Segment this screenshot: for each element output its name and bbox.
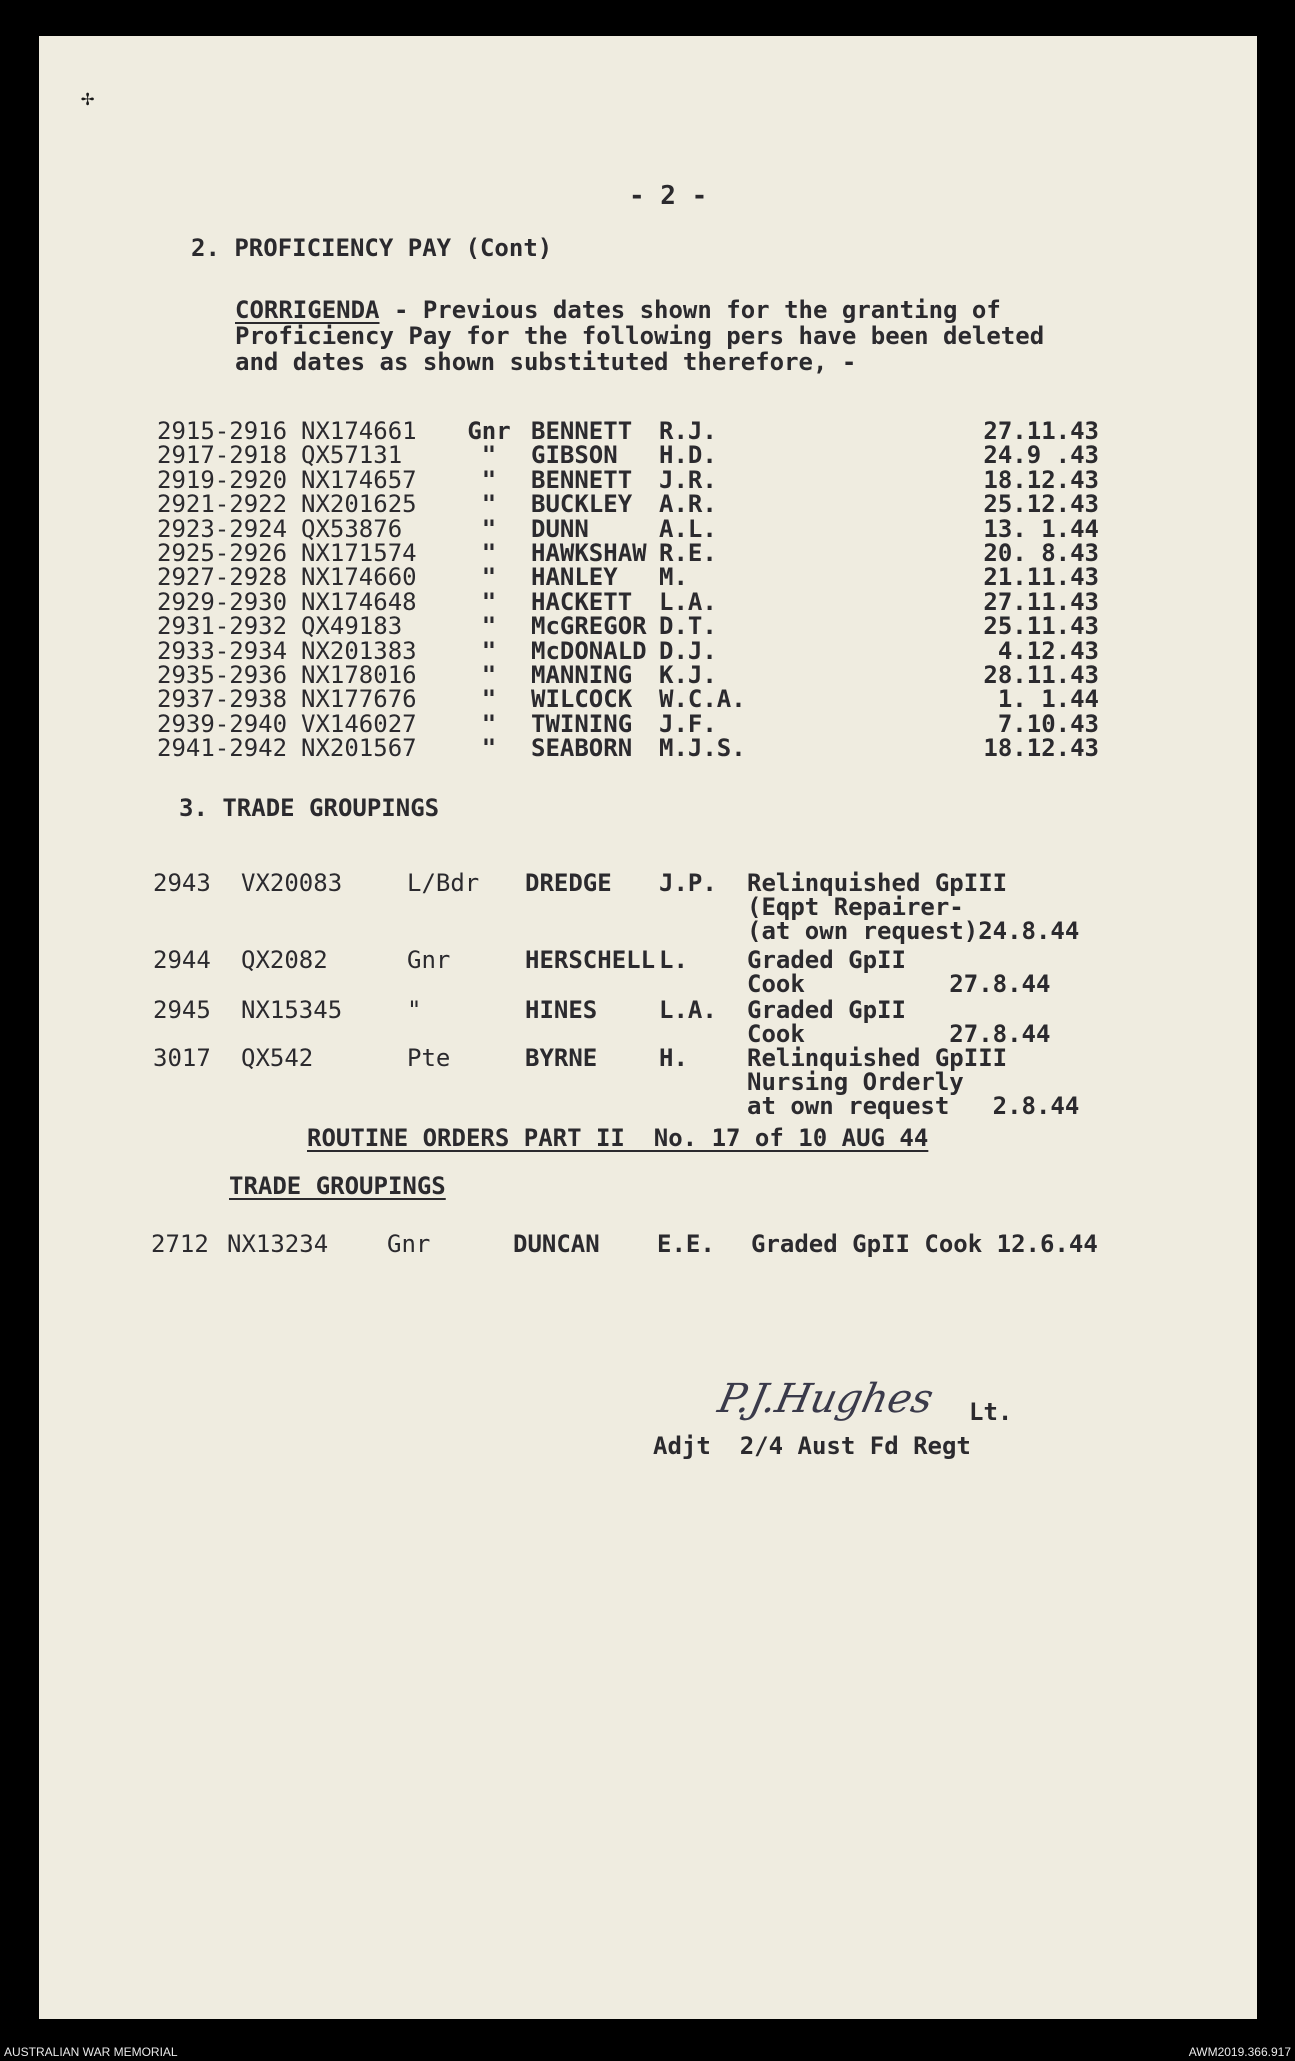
row-surname: HACKETT <box>531 587 633 616</box>
entry-serial-number: 3017 <box>153 1044 211 1072</box>
row-rank: " <box>481 587 497 616</box>
corrigenda-line-1: - Previous dates shown for the granting of <box>379 296 1001 324</box>
row-date: 18.12.43 <box>983 734 1099 763</box>
footer-right: AWM2019.366.917 <box>1188 2045 1291 2059</box>
row-serial-numbers: 2927-2928 <box>157 563 288 592</box>
entry-remark-line: Graded GpII <box>747 946 906 974</box>
entry-serial-number: 2944 <box>153 946 211 974</box>
row-surname: HANLEY <box>531 563 618 592</box>
section3-heading: 3. TRADE GROUPINGS <box>179 794 440 822</box>
row-serial-numbers: 2917-2918 <box>157 441 288 470</box>
row-date: 24.9 .43 <box>983 441 1099 470</box>
row-serial-numbers: 2933-2934 <box>157 636 288 665</box>
row-rank: " <box>481 490 497 519</box>
row-surname: McGREGOR <box>531 612 647 641</box>
signature-image: P.J.Hughes <box>714 1376 938 1422</box>
row-service-number: NX174660 <box>301 563 417 592</box>
row-rank: " <box>481 539 497 567</box>
row-initials: L.A. <box>659 587 717 616</box>
row-surname: BENNETT <box>531 465 633 494</box>
row-rank: " <box>481 465 497 494</box>
row-initials: J.F. <box>659 709 717 738</box>
row-serial-numbers: 2921-2922 <box>157 490 288 519</box>
row-surname: TWINING <box>531 709 633 738</box>
row-date: 27.11.43 <box>983 417 1099 445</box>
row-serial-numbers: 2929-2930 <box>157 587 288 616</box>
row-rank: " <box>481 709 497 738</box>
row-date: 21.11.43 <box>983 563 1099 592</box>
entry-rank: " <box>407 996 422 1024</box>
entry-surname: HERSCHELL <box>525 946 656 974</box>
row-rank: " <box>481 612 497 641</box>
row-surname: SEABORN <box>531 734 633 763</box>
row-date: 25.12.43 <box>983 490 1099 519</box>
entry-initials: J.P. <box>659 869 717 897</box>
row-initials: J.R. <box>659 465 717 494</box>
routine-entry-initials: E.E. <box>657 1230 715 1258</box>
row-initials: R.E. <box>659 539 717 567</box>
page-number: - 2 - <box>629 181 708 211</box>
row-serial-numbers: 2925-2926 <box>157 539 288 567</box>
routine-orders-heading: ROUTINE ORDERS PART II No. 17 of 10 AUG 44 <box>307 1124 929 1152</box>
row-surname: GIBSON <box>531 441 618 470</box>
entry-rank: L/Bdr <box>407 869 480 897</box>
row-service-number: VX146027 <box>301 709 417 738</box>
routine-entry-text: Graded GpII Cook 12.6.44 <box>751 1230 1098 1258</box>
entry-remark-line: (Eqpt Repairer- <box>747 893 964 921</box>
row-rank: " <box>481 563 497 592</box>
row-serial-numbers: 2935-2936 <box>157 661 288 689</box>
row-serial-numbers: 2919-2920 <box>157 465 288 494</box>
entry-initials: L. <box>659 946 688 974</box>
row-rank: " <box>481 734 497 763</box>
row-date: 18.12.43 <box>983 465 1099 494</box>
row-initials: D.J. <box>659 636 717 665</box>
entry-remark-line: Nursing Orderly <box>747 1068 964 1096</box>
routine-entry-rank: Gnr <box>387 1230 431 1258</box>
entry-remark-line: (at own request)24.8.44 <box>747 917 1080 945</box>
row-date: 1. 1.44 <box>997 685 1099 714</box>
row-date: 4.12.43 <box>997 636 1099 665</box>
routine-entry-number: NX13234 <box>227 1230 329 1258</box>
entry-serial-number: 2945 <box>153 996 211 1024</box>
entry-rank: Gnr <box>407 946 451 974</box>
row-initials: R.J. <box>659 417 717 445</box>
row-initials: M. <box>659 563 688 592</box>
row-date: 20. 8.43 <box>983 539 1099 567</box>
entry-surname: BYRNE <box>525 1044 598 1072</box>
corrigenda-line-2: Proficiency Pay for the following pers have been deleted <box>235 322 1045 350</box>
row-initials: K.J. <box>659 661 717 689</box>
entry-service-number: VX20083 <box>241 869 343 897</box>
entry-surname: HINES <box>525 996 598 1024</box>
footer-left: AUSTRALIAN WAR MEMORIAL <box>4 2045 178 2059</box>
row-service-number: NX201567 <box>301 734 417 763</box>
entry-remark-line: Graded GpII <box>747 996 906 1024</box>
row-serial-numbers: 2939-2940 <box>157 709 288 738</box>
row-date: 27.11.43 <box>983 587 1099 616</box>
entry-initials: L.A. <box>659 996 717 1024</box>
row-service-number: QX57131 <box>301 441 403 470</box>
row-service-number: NX177676 <box>301 685 417 714</box>
row-surname: BUCKLEY <box>531 490 633 519</box>
entry-initials: H. <box>659 1044 688 1072</box>
row-initials: H.D. <box>659 441 717 470</box>
entry-rank: Pte <box>407 1044 451 1072</box>
row-rank: " <box>481 685 497 714</box>
entry-serial-number: 2943 <box>153 869 211 897</box>
row-initials: D.T. <box>659 612 717 641</box>
row-service-number: NX178016 <box>301 661 417 689</box>
row-service-number: NX174657 <box>301 465 417 494</box>
signature-rank: Lt. <box>969 1398 1013 1426</box>
row-rank: " <box>481 636 497 665</box>
row-serial-numbers: 2931-2932 <box>157 612 288 641</box>
ink-mark-icon: ✢ <box>81 86 95 111</box>
row-serial-numbers: 2915-2916 <box>157 417 288 445</box>
entry-remark-line: Cook 27.8.44 <box>747 970 1051 998</box>
row-date: 25.11.43 <box>983 612 1099 641</box>
entry-service-number: NX15345 <box>241 996 343 1024</box>
row-date: 28.11.43 <box>983 661 1099 689</box>
entry-service-number: QX542 <box>241 1044 314 1072</box>
row-service-number: NX171574 <box>301 539 417 567</box>
entry-remark-line: Relinquished GpIII <box>747 869 1008 897</box>
document-page <box>39 36 1257 2019</box>
row-surname: MANNING <box>531 661 633 689</box>
row-service-number: NX201383 <box>301 636 417 665</box>
row-service-number: NX174661 <box>301 417 417 445</box>
row-serial-numbers: 2923-2924 <box>157 514 288 543</box>
row-initials: M.J.S. <box>659 734 746 763</box>
row-service-number: NX174648 <box>301 587 417 616</box>
routine-entry-name: DUNCAN <box>513 1230 600 1258</box>
entry-remark-line: Cook 27.8.44 <box>747 1020 1051 1048</box>
corrigenda-line-3: and dates as shown substituted therefore, - <box>235 348 857 376</box>
row-date: 13. 1.44 <box>983 514 1099 543</box>
row-service-number: QX49183 <box>301 612 403 641</box>
row-service-number: QX53876 <box>301 514 403 543</box>
row-initials: A.R. <box>659 490 717 519</box>
row-surname: DUNN <box>531 514 589 543</box>
corrigenda-label: CORRIGENDA <box>235 296 380 324</box>
signature-title: Adjt 2/4 Aust Fd Regt <box>653 1432 971 1460</box>
trade-groupings-subheading: TRADE GROUPINGS <box>229 1172 446 1200</box>
row-initials: A.L. <box>659 514 717 543</box>
entry-surname: DREDGE <box>525 869 612 897</box>
entry-remark-line: at own request 2.8.44 <box>747 1092 1080 1120</box>
row-date: 7.10.43 <box>997 709 1099 738</box>
row-serial-numbers: 2941-2942 <box>157 734 288 763</box>
row-initials: W.C.A. <box>659 685 746 714</box>
row-service-number: NX201625 <box>301 490 417 519</box>
entry-service-number: QX2082 <box>241 946 328 974</box>
row-surname: McDONALD <box>531 636 647 665</box>
row-surname: WILCOCK <box>531 685 633 714</box>
section2-heading: 2. PROFICIENCY PAY (Cont) <box>191 234 553 262</box>
row-surname: HAWKSHAW <box>531 539 647 567</box>
routine-entry-no: 2712 <box>151 1230 209 1258</box>
row-rank: " <box>481 514 497 543</box>
row-rank: Gnr <box>467 417 511 445</box>
row-serial-numbers: 2937-2938 <box>157 685 288 714</box>
row-rank: " <box>481 661 497 689</box>
row-rank: " <box>481 441 497 470</box>
row-surname: BENNETT <box>531 417 633 445</box>
entry-remark-line: Relinquished GpIII <box>747 1044 1008 1072</box>
